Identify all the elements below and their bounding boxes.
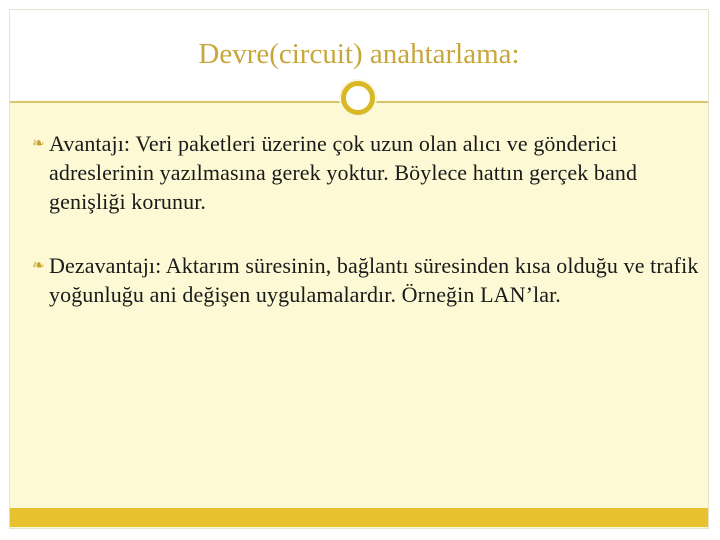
title-ring-icon bbox=[341, 81, 375, 115]
bullet-disadvantage bbox=[32, 251, 702, 309]
leaf-bullet-icon: ❧ bbox=[32, 256, 45, 274]
bullet-advantage-text: Avantajı: Veri paketleri üzerine çok uzun olan alıcı ve gönderici adreslerinin yazılmasına gerek yoktur. Böylece hattın gerçek band genişliği korunur. bbox=[49, 131, 638, 214]
bullet-list bbox=[32, 129, 702, 344]
slide-frame bbox=[9, 9, 709, 529]
slide-title: Devre(circuit) anahtarlama: bbox=[198, 38, 520, 70]
bullet-advantage bbox=[32, 129, 702, 216]
bullet-disadvantage-text: Dezavantajı: Aktarım süresinin, bağlantı süresinden kısa olduğu ve trafik yoğunluğu ani değişen uygulamalardır. Örneğin LAN’lar. bbox=[49, 253, 699, 307]
bottom-accent-bar bbox=[10, 508, 708, 527]
leaf-bullet-icon: ❧ bbox=[32, 134, 45, 152]
